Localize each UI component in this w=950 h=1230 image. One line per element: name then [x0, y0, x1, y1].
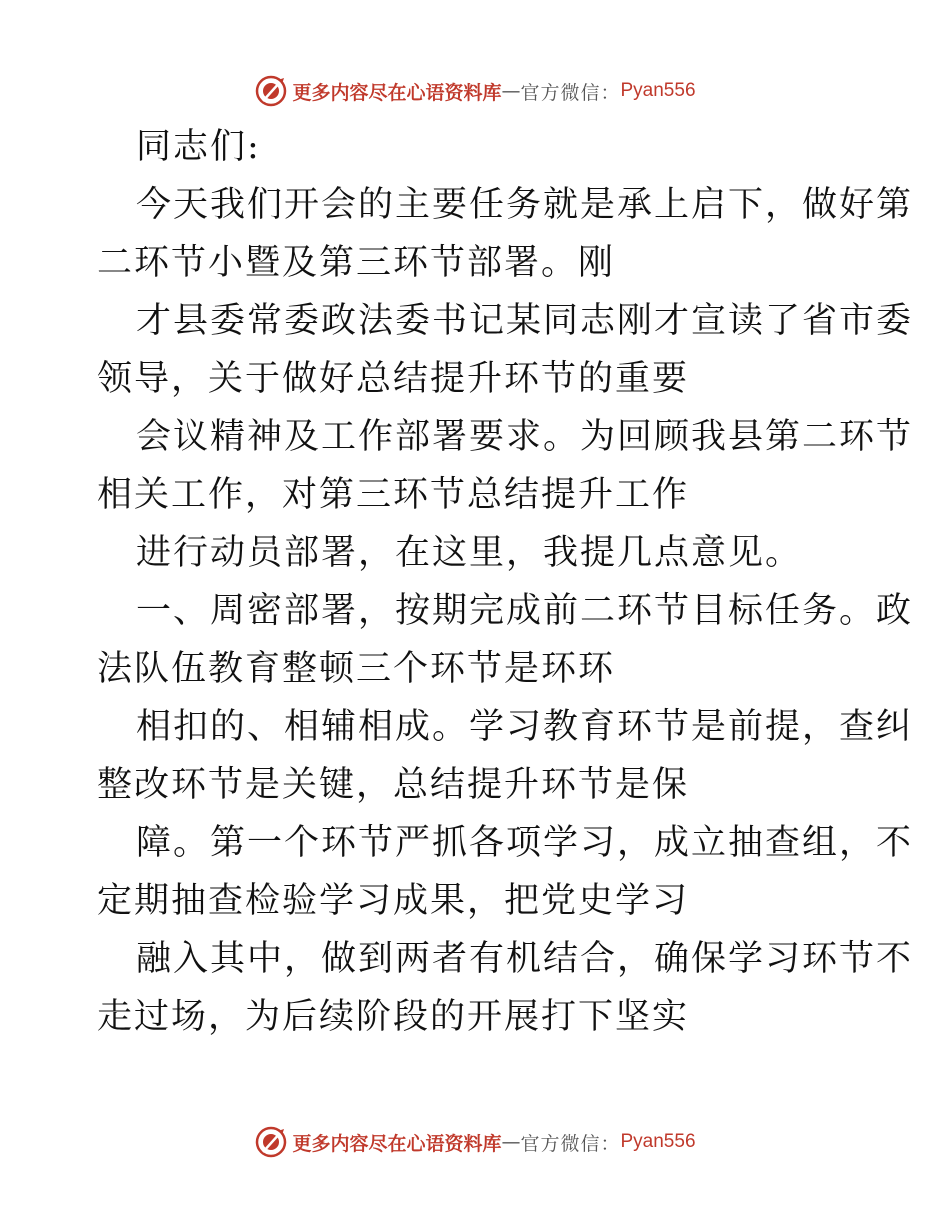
- text-line: 进行动员部署，在这里，我提几点意见。: [136, 533, 803, 573]
- watermark-side-text: 官方微信：: [520, 1132, 621, 1155]
- watermark-main-text: 更多内容尽在心语资料库: [292, 1132, 502, 1155]
- watermark-dash: —: [501, 80, 521, 102]
- text-line: 障。第一个环节严抓各项学习，成立抽查组，不: [136, 823, 914, 863]
- text-line: 法队伍教育整顿三个环节是环环: [97, 649, 616, 689]
- watermark-wechat-id: Pyan556: [620, 80, 696, 101]
- text-line: 走过场，为后续阶段的开展打下坚实: [97, 997, 690, 1037]
- text-line: 今天我们开会的主要任务就是承上启下，做好第: [136, 185, 914, 225]
- text-line: 二环节小暨及第三环节部署。刚: [97, 243, 616, 283]
- text-line: 相关工作，对第三环节总结提升工作: [97, 475, 690, 515]
- footer-watermark: [0, 1122, 950, 1162]
- text-line: 同志们:: [136, 127, 261, 167]
- text-line: 才县委常委政法委书记某同志刚才宣读了省市委: [136, 301, 914, 341]
- text-line: 整改环节是关键，总结提升环节是保: [97, 765, 690, 805]
- quill-seal-icon: [254, 74, 288, 108]
- header-watermark: [0, 71, 950, 111]
- text-line: 相扣的、相辅相成。学习教育环节是前提，查纠: [136, 707, 914, 747]
- text-line: 会议精神及工作部署要求。为回顾我县第二环节: [136, 417, 914, 457]
- quill-seal-icon: [254, 1125, 288, 1159]
- text-line: 领导，关于做好总结提升环节的重要: [97, 359, 690, 399]
- watermark-side-text: 官方微信：: [520, 81, 621, 104]
- text-line: 一、周密部署，按期完成前二环节目标任务。政: [136, 591, 914, 631]
- watermark-main-text: 更多内容尽在心语资料库: [292, 81, 502, 104]
- text-line: 定期抽查检验学习成果，把党史学习: [97, 881, 690, 921]
- watermark-dash: —: [501, 1131, 521, 1153]
- text-line: 融入其中，做到两者有机结合，确保学习环节不: [136, 939, 914, 979]
- watermark-wechat-id: Pyan556: [620, 1131, 696, 1152]
